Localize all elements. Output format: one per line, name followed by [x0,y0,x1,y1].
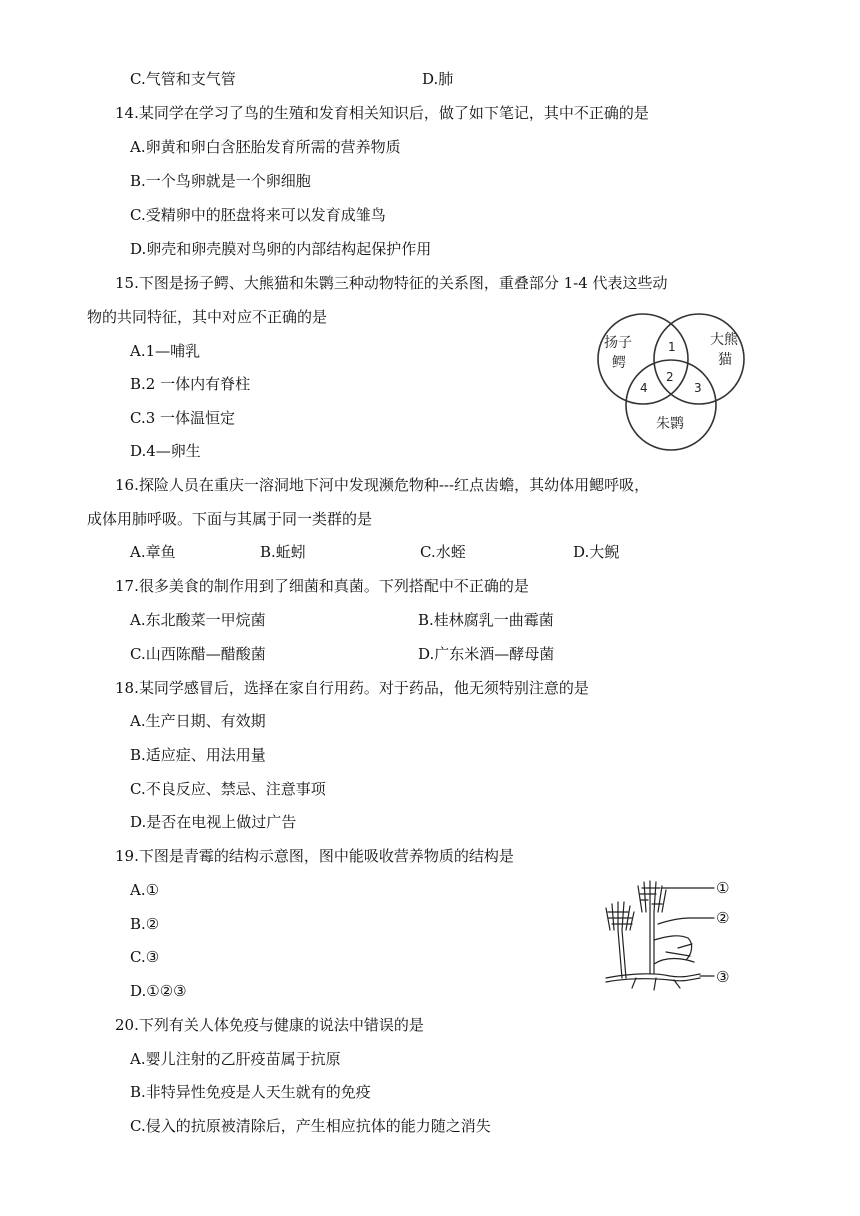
brush-left [606,902,634,930]
venn-diagram [596,312,752,454]
q19-option-b: B.② [130,915,160,933]
penicillium-diagram [596,878,750,994]
q18-stem: 18.某同学感冒后，选择在家自行用药。对于药品，他无须特别注意的是 [115,679,589,697]
q15-stem-line1: 15.下图是扬子鳄、大熊猫和朱鹮三种动物特征的关系图，重叠部分 1-4 代表这些动 [115,274,668,292]
q18-option-c: C.不良反应、禁忌、注意事项 [130,780,326,798]
q16-option-a: A.章鱼 [130,543,176,561]
q16-option-b: B.蚯蚓 [260,543,306,561]
venn-region-3: 3 [694,381,702,395]
q20-option-c: C.侵入的抗原被清除后，产生相应抗体的能力随之消失 [130,1117,491,1135]
hypha-bottom [606,974,700,978]
conidiophore-left [618,930,622,978]
venn-region-1: 1 [668,340,676,354]
label-marker-2: ② [716,909,730,927]
q17-option-d: D.广东米酒—酵母菌 [418,645,555,663]
q14-option-c: C.受精卵中的胚盘将来可以发育成雏鸟 [130,206,386,224]
q18-option-a: A.生产日期、有效期 [130,712,266,730]
q17-option-c: C.山西陈醋—醋酸菌 [130,645,266,663]
venn-label-alligator-2: 鳄 [612,355,626,371]
q16-option-c: C.水蛭 [420,543,466,561]
label-line-2 [658,918,714,924]
venn-label-panda-1: 大熊 [710,332,738,348]
q15-option-d: D.4—卵生 [130,442,201,460]
q18-option-d: D.是否在电视上做过广告 [130,813,297,831]
q16-stem-line1: 16.探险人员在重庆一溶洞地下河中发现濒危物种---红点齿蟾，其幼体用鳃呼吸， [115,476,650,494]
q17-option-b: B.桂林腐乳一曲霉菌 [418,611,554,629]
q14-option-a: A.卵黄和卵白含胚胎发育所需的营养物质 [130,138,401,156]
q15-stem-line2: 物的共同特征，其中对应不正确的是 [87,308,328,326]
q20-option-b: B.非特异性免疫是人天生就有的免疫 [130,1083,371,1101]
q14-option-b: B.一个鸟卵就是一个卵细胞 [130,172,311,190]
venn-label-panda-2: 猫 [718,352,732,368]
venn-label-ibis: 朱鹮 [656,416,684,432]
label-marker-1: ① [716,879,730,897]
q15-option-b: B.2 一体内有脊柱 [130,375,251,393]
q19-option-c: C.③ [130,948,160,966]
q20-option-a: A.婴儿注射的乙肝疫苗属于抗原 [130,1050,341,1068]
q15-option-a: A.1—哺乳 [130,342,201,360]
q20-stem: 20.下列有关人体免疫与健康的说法中错误的是 [115,1016,424,1034]
q14-stem: 14.某同学在学习了鸟的生殖和发育相关知识后，做了如下笔记，其中不正确的是 [115,104,649,122]
q15-option-c: C.3 一体温恒定 [130,409,236,427]
q19-option-a: A.① [130,881,160,899]
q18-option-b: B.适应症、用法用量 [130,746,266,764]
venn-region-4: 4 [640,381,648,395]
venn-region-2: 2 [666,370,674,384]
q17-stem: 17.很多美食的制作用到了细菌和真菌。下列搭配中不正确的是 [115,577,529,595]
q13-option-c: C.气管和支气管 [130,70,236,88]
q13-option-d: D.肺 [422,70,454,88]
hypha-upper [654,936,688,940]
q17-option-a: A.东北酸菜一甲烷菌 [130,611,266,629]
label-marker-3: ③ [716,968,730,986]
q16-option-d: D.大鲵 [573,543,620,561]
q14-option-d: D.卵壳和卵壳膜对鸟卵的内部结构起保护作用 [130,240,432,258]
venn-label-alligator-1: 扬子 [604,335,632,351]
q16-stem-line2: 成体用肺呼吸。下面与其属于同一类群的是 [87,510,373,528]
brush-main [638,881,666,912]
q19-option-d: D.①②③ [130,982,187,1000]
q19-stem: 19.下图是青霉的结构示意图，图中能吸收营养物质的结构是 [115,847,514,865]
